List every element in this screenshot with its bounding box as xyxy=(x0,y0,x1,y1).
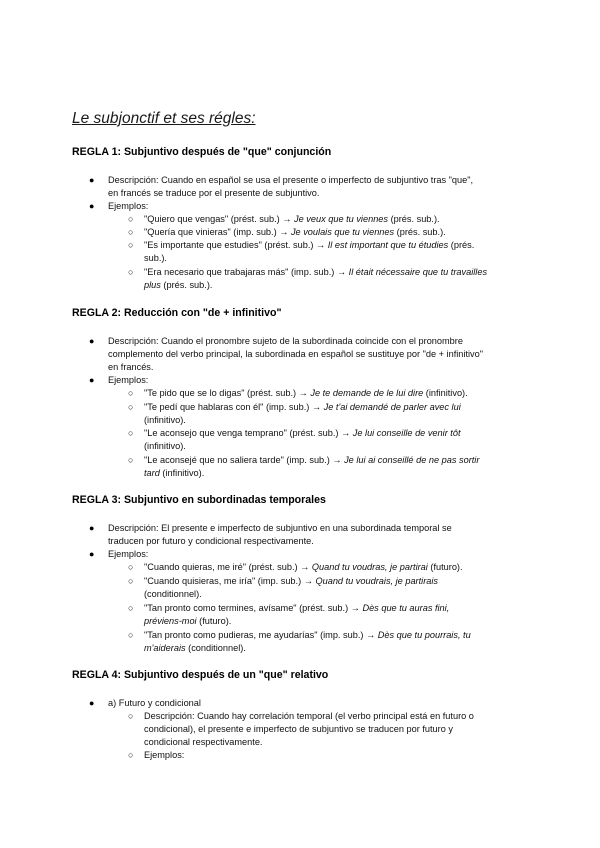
bullet-level1: ● xyxy=(89,336,95,346)
rule-1-examples-label: Ejemplos: xyxy=(108,201,149,211)
rule-1-example: "Es importante que estudies" (prést. sub.) → Il est important que tu étudies (prés. xyxy=(144,240,475,250)
rule-4-examples-label: Ejemplos: xyxy=(144,750,185,760)
bullet-level2: ○ xyxy=(128,214,134,224)
rule-4-description-line: condicional respectivamente. xyxy=(144,737,263,747)
rule-3-example: "Cuando quieras, me iré" (prést. sub.) → Quand tu voudras, je partirai (futuro). xyxy=(144,562,463,572)
rule-1-description-line: en francés se traduce por el presente de subjuntivo. xyxy=(108,188,320,198)
rule-2-example: "Te pido que se lo digas" (prést. sub.) → Je te demande de le lui dire (infinitivo). xyxy=(144,388,468,398)
rule-1-example-continued: plus (prés. sub.). xyxy=(144,280,213,290)
bullet-level1: ● xyxy=(89,698,95,708)
rule-1-example-continued: sub.). xyxy=(144,253,167,263)
bullet-level2: ○ xyxy=(128,388,134,398)
bullet-level2: ○ xyxy=(128,240,134,250)
rule-4-subsection-a: a) Futuro y condicional xyxy=(108,698,201,708)
bullet-level1: ● xyxy=(89,201,95,211)
bullet-level1: ● xyxy=(89,375,95,385)
rule-2-examples-label: Ejemplos: xyxy=(108,375,149,385)
rule-2-heading: REGLA 2: Reducción con "de + infinitivo" xyxy=(72,307,282,319)
bullet-level2: ○ xyxy=(128,630,134,640)
rule-3-example: "Cuando quisieras, me iría" (imp. sub.) → Quand tu voudrais, je partirais xyxy=(144,576,439,586)
bullet-level2: ○ xyxy=(128,750,134,760)
bullet-level1: ● xyxy=(89,175,95,185)
rule-2-example-continued: tard (infinitivo). xyxy=(144,468,205,478)
rule-3-example-continued: préviens-moi (futuro). xyxy=(144,616,232,626)
rule-4-description-line: Descripción: Cuando hay correlación temporal (el verbo principal está en futuro o xyxy=(144,711,474,721)
rule-3-example: "Tan pronto como termines, avísame" (prést. sub.) → Dès que tu auras fini, xyxy=(144,603,450,613)
rule-3-description-line: Descripción: El presente e imperfecto de subjuntivo en una subordinada temporal se xyxy=(108,523,452,533)
rule-2-example-continued: (infinitivo). xyxy=(144,441,186,451)
bullet-level2: ○ xyxy=(128,562,134,572)
bullet-level2: ○ xyxy=(128,603,134,613)
rule-2-example: "Te pedí que hablaras con él" (imp. sub.) → Je t'ai demandé de parler avec lui xyxy=(144,402,461,412)
rule-1-description-line: Descripción: Cuando en español se usa el presente o imperfecto de subjuntivo tras "que", xyxy=(108,175,474,185)
page-title: Le subjonctif et ses régles: xyxy=(72,110,256,127)
bullet-level1: ● xyxy=(89,523,95,533)
rule-2-example: "Le aconsejé que no saliera tarde" (imp. sub.) → Je lui ai conseillé de ne pas sortir xyxy=(144,455,480,465)
rule-1-heading: REGLA 1: Subjuntivo después de "que" conjunción xyxy=(72,146,332,158)
rule-4-description-line: condicional), el presente e imperfecto de subjuntivo se traducen por futuro y xyxy=(144,724,453,734)
rule-3-examples-label: Ejemplos: xyxy=(108,549,149,559)
bullet-level2: ○ xyxy=(128,267,134,277)
bullet-level1: ● xyxy=(89,549,95,559)
rule-3-example-continued: (conditionnel). xyxy=(144,589,202,599)
rule-2-description-line: Descripción: Cuando el pronombre sujeto de la subordinada coincide con el pronombre xyxy=(108,336,463,346)
bullet-level2: ○ xyxy=(128,455,134,465)
bullet-level2: ○ xyxy=(128,428,134,438)
rule-1-example: "Era necesario que trabajaras más" (imp. sub.) → Il était nécessaire que tu travailles xyxy=(144,267,488,277)
bullet-level2: ○ xyxy=(128,402,134,412)
rule-1-example: "Quiero que vengas" (prést. sub.) → Je veux que tu viennes (prés. sub.). xyxy=(144,214,440,224)
rule-2-example: "Le aconsejo que venga temprano" (prést. sub.) → Je lui conseille de venir tôt xyxy=(144,428,461,438)
bullet-level2: ○ xyxy=(128,227,134,237)
bullet-level2: ○ xyxy=(128,576,134,586)
rule-3-description-line: traducen por futuro y condicional respectivamente. xyxy=(108,536,314,546)
rule-3-example-continued: m'aiderais (conditionnel). xyxy=(144,643,246,653)
bullet-level2: ○ xyxy=(128,711,134,721)
rule-4-heading: REGLA 4: Subjuntivo después de un "que" relativo xyxy=(72,669,329,681)
rule-3-heading: REGLA 3: Subjuntivo en subordinadas temporales xyxy=(72,494,326,506)
rule-2-description-line: en francés. xyxy=(108,362,154,372)
rule-2-description-line: complemento del verbo principal, la subordinada en español se sustituye por "de + infinitivo" xyxy=(108,349,484,359)
rule-1-example: "Quería que vinieras" (imp. sub.) → Je voulais que tu viennes (prés. sub.). xyxy=(144,227,446,237)
rule-2-example-continued: (infinitivo). xyxy=(144,415,186,425)
rule-3-example: "Tan pronto como pudieras, me ayudarías" (imp. sub.) → Dès que tu pourrais, tu xyxy=(144,630,471,640)
